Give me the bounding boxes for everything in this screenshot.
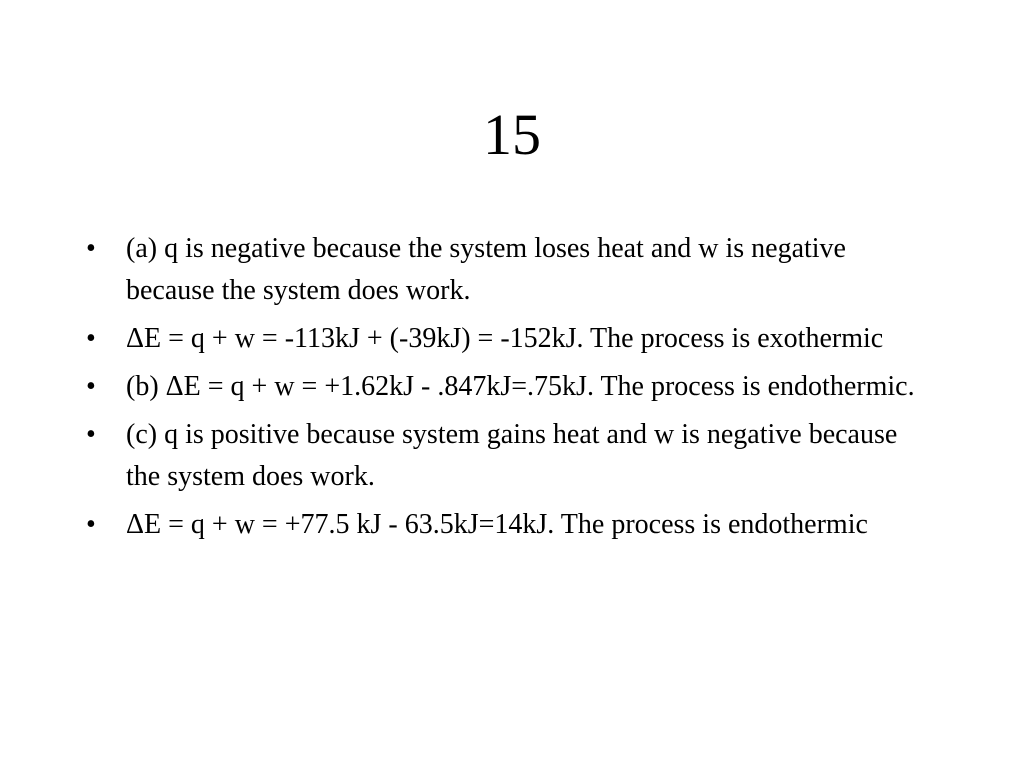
slide-title: 15: [483, 102, 541, 167]
bullet-text: ΔE = q + w = +77.5 kJ - 63.5kJ=14kJ. The process is endothermic: [126, 509, 868, 540]
bullet-list: [86, 228, 926, 552]
bullet-icon: •: [86, 509, 96, 540]
bullet-icon: •: [86, 323, 96, 354]
bullet-icon: •: [86, 419, 96, 450]
bullet-text: (c) q is positive because system gains heat and w is negative because the system does work.: [126, 419, 898, 492]
bullet-item-3: [86, 366, 926, 408]
bullet-icon: •: [86, 371, 96, 402]
bullet-item-2: [86, 318, 926, 360]
bullet-text: (a) q is negative because the system loses heat and w is negative because the system does work.: [126, 233, 846, 306]
bullet-item-1: [86, 228, 926, 312]
bullet-text: (b) ΔE = q + w = +1.62kJ - .847kJ=.75kJ. The process is endothermic.: [126, 371, 915, 402]
bullet-text: ΔE = q + w = -113kJ + (-39kJ) = -152kJ. The process is exothermic: [126, 323, 884, 354]
bullet-item-5: [86, 504, 926, 546]
bullet-icon: •: [86, 233, 96, 264]
bullet-item-4: [86, 414, 926, 498]
